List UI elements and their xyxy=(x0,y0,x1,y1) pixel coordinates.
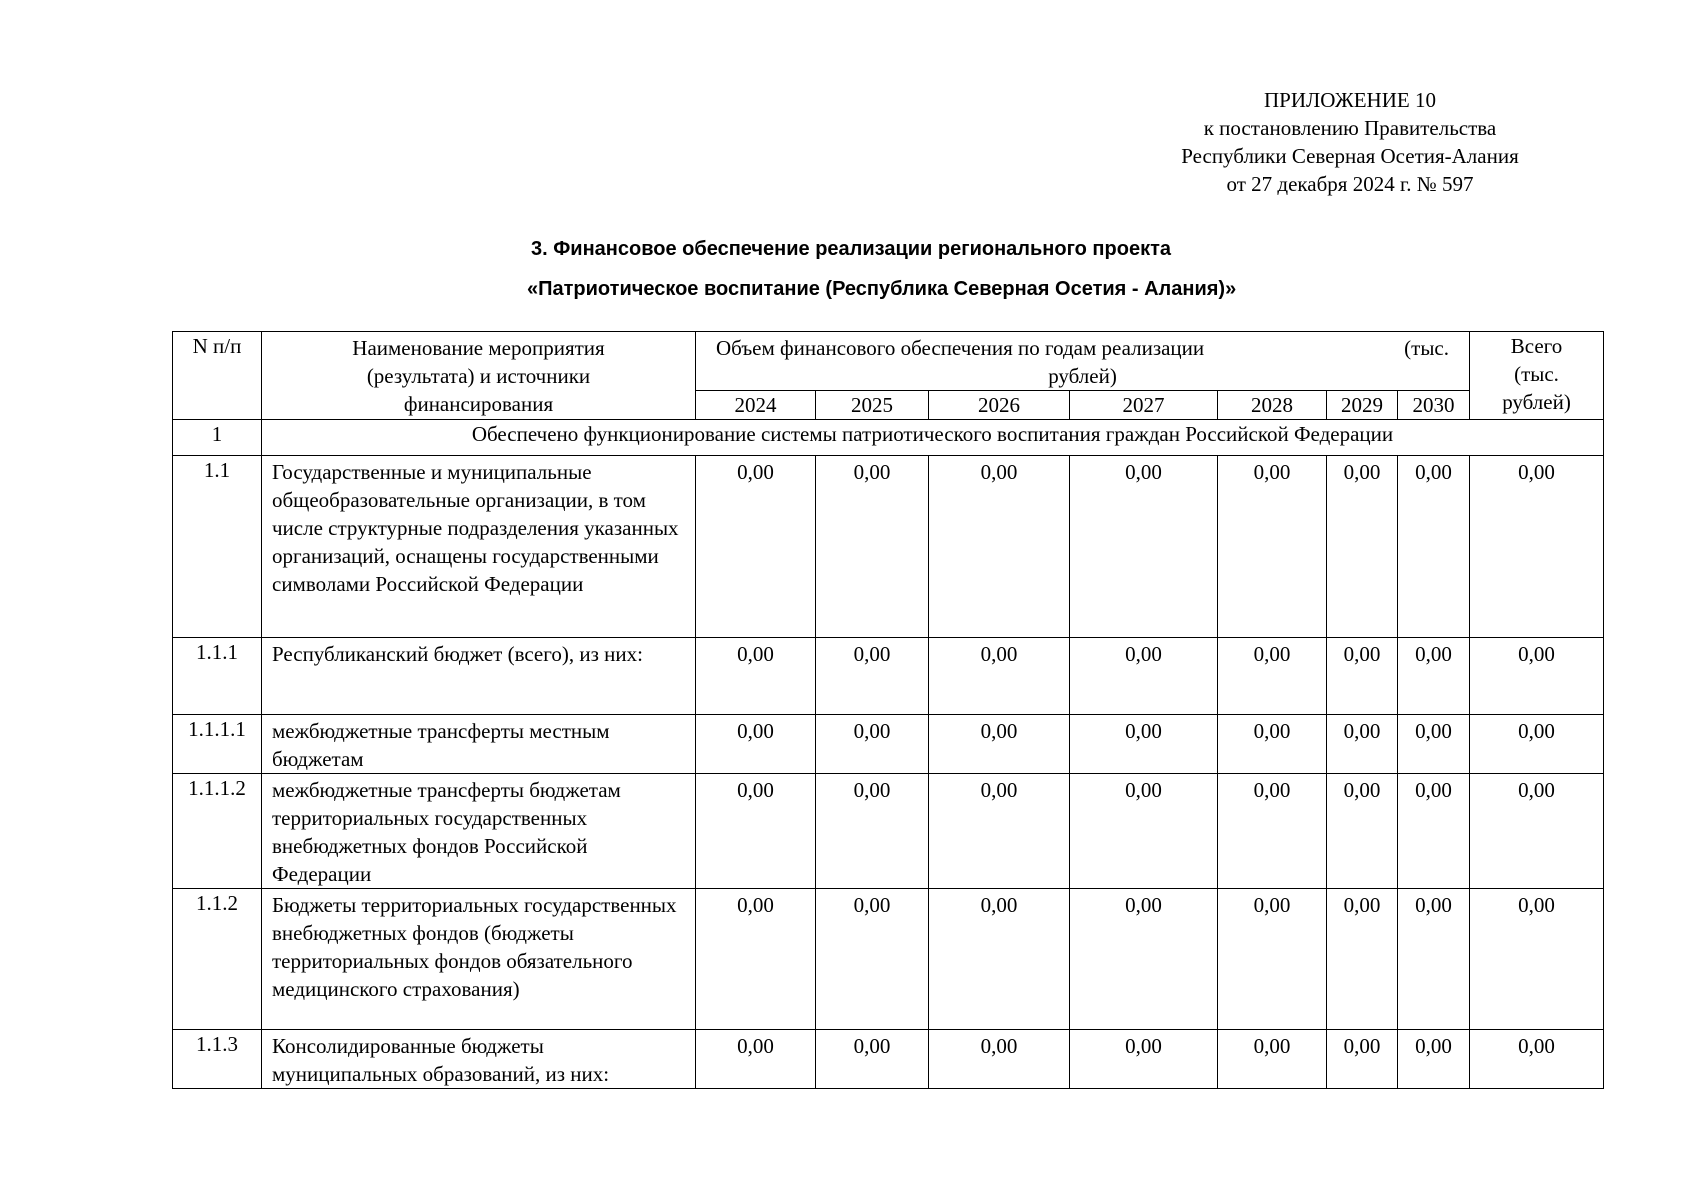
annex-line-3: Республики Северная Осетия-Алания xyxy=(1181,144,1519,168)
row-name: Консолидированные бюджеты муниципальных образований, из них: xyxy=(262,1030,696,1089)
cell-value-2029: 0,00 xyxy=(1327,456,1398,638)
cell-value-2026: 0,00 xyxy=(929,638,1070,715)
cell-value-2027: 0,00 xyxy=(1070,715,1218,774)
cell-total: 0,00 xyxy=(1470,1030,1604,1089)
row-name: Бюджеты территориальных государственных внебюджетных фондов (бюджеты территориальных фондов обязательного медицинского страхования) xyxy=(262,889,696,1030)
table-row xyxy=(173,456,1604,638)
header-year-2024: 2024 xyxy=(696,391,816,420)
cell-value-2026: 0,00 xyxy=(929,456,1070,638)
cell-value-2027: 0,00 xyxy=(1070,774,1218,889)
cell-total: 0,00 xyxy=(1470,715,1604,774)
section-title: Обеспечено функционирование системы патриотического воспитания граждан Российской Федерации xyxy=(262,420,1604,456)
cell-total: 0,00 xyxy=(1470,774,1604,889)
header-name xyxy=(262,332,696,420)
header-year-2029: 2029 xyxy=(1327,391,1398,420)
cell-value-2028: 0,00 xyxy=(1218,889,1327,1030)
cell-value-2025: 0,00 xyxy=(816,715,929,774)
cell-value-2026: 0,00 xyxy=(929,889,1070,1030)
cell-value-2029: 0,00 xyxy=(1327,1030,1398,1089)
cell-value-2030: 0,00 xyxy=(1398,1030,1470,1089)
header-volume-text: Объем финансового обеспечения по годам реализации xyxy=(716,336,1205,360)
row-name: Республиканский бюджет (всего), из них: xyxy=(262,638,696,715)
cell-value-2027: 0,00 xyxy=(1070,638,1218,715)
row-number: 1.1.1 xyxy=(173,638,262,715)
cell-value-2024: 0,00 xyxy=(696,456,816,638)
cell-value-2029: 0,00 xyxy=(1327,774,1398,889)
header-total: Всего (тыс. рублей) xyxy=(1470,332,1604,420)
header-row-top xyxy=(173,332,1604,391)
cell-value-2025: 0,00 xyxy=(816,638,929,715)
cell-value-2026: 0,00 xyxy=(929,774,1070,889)
cell-value-2029: 0,00 xyxy=(1327,638,1398,715)
financing-table xyxy=(172,331,1604,1089)
cell-value-2024: 0,00 xyxy=(696,774,816,889)
row-number: 1.1.1.2 xyxy=(173,774,262,889)
cell-value-2028: 0,00 xyxy=(1218,774,1327,889)
section-num: 1 xyxy=(173,420,262,456)
header-year-2028: 2028 xyxy=(1218,391,1327,420)
header-num: N п/п xyxy=(173,332,262,420)
cell-value-2025: 0,00 xyxy=(816,774,929,889)
row-number: 1.1.1.1 xyxy=(173,715,262,774)
section-heading: 3. Финансовое обеспечение реализации регионального проекта xyxy=(531,238,1171,260)
cell-value-2030: 0,00 xyxy=(1398,715,1470,774)
cell-value-2024: 0,00 xyxy=(696,889,816,1030)
cell-value-2029: 0,00 xyxy=(1327,889,1398,1030)
cell-value-2030: 0,00 xyxy=(1398,638,1470,715)
cell-value-2030: 0,00 xyxy=(1398,456,1470,638)
table-row xyxy=(173,1030,1604,1089)
cell-value-2026: 0,00 xyxy=(929,1030,1070,1089)
header-year-2026: 2026 xyxy=(929,391,1070,420)
cell-value-2030: 0,00 xyxy=(1398,889,1470,1030)
row-name: межбюджетные трансферты бюджетам территориальных государственных внебюджетных фондов Российской Федерации xyxy=(262,774,696,889)
row-number: 1.1.3 xyxy=(173,1030,262,1089)
section-row xyxy=(173,420,1604,456)
table-body xyxy=(173,332,1604,1089)
header-volume xyxy=(696,332,1470,391)
header-year-2025: 2025 xyxy=(816,391,929,420)
cell-total: 0,00 xyxy=(1470,638,1604,715)
cell-value-2025: 0,00 xyxy=(816,889,929,1030)
cell-value-2027: 0,00 xyxy=(1070,1030,1218,1089)
table-row xyxy=(173,715,1604,774)
header-year-2027: 2027 xyxy=(1070,391,1218,420)
header-name-text: Наименование мероприятия (результата) и источники финансирования xyxy=(352,336,605,416)
cell-total: 0,00 xyxy=(1470,456,1604,638)
table-row xyxy=(173,638,1604,715)
header-volume-unit-line2: рублей) xyxy=(1048,364,1117,388)
cell-value-2024: 0,00 xyxy=(696,715,816,774)
row-name: межбюджетные трансферты местным бюджетам xyxy=(262,715,696,774)
cell-value-2024: 0,00 xyxy=(696,1030,816,1089)
cell-value-2029: 0,00 xyxy=(1327,715,1398,774)
annex-date-line: от 27 декабря 2024 г. № 597 xyxy=(1226,172,1474,196)
project-title: «Патриотическое воспитание (Республика Северная Осетия - Алания)» xyxy=(527,278,1237,300)
header-volume-unit: (тыс. xyxy=(1404,336,1450,360)
cell-value-2027: 0,00 xyxy=(1070,456,1218,638)
row-name: Государственные и муниципальные общеобразовательные организации, в том числе структурные подразделения указанных организаций, оснащены государственными символами Российской Федерации xyxy=(262,456,696,638)
annex-block xyxy=(1120,86,1580,198)
cell-value-2028: 0,00 xyxy=(1218,1030,1327,1089)
header-year-2030: 2030 xyxy=(1398,391,1470,420)
table-row xyxy=(173,889,1604,1030)
cell-value-2030: 0,00 xyxy=(1398,774,1470,889)
cell-value-2025: 0,00 xyxy=(816,456,929,638)
annex-line-2: к постановлению Правительства xyxy=(1203,116,1497,140)
table-row xyxy=(173,774,1604,889)
cell-value-2027: 0,00 xyxy=(1070,889,1218,1030)
row-number: 1.1.2 xyxy=(173,889,262,1030)
cell-total: 0,00 xyxy=(1470,889,1604,1030)
cell-value-2026: 0,00 xyxy=(929,715,1070,774)
cell-value-2024: 0,00 xyxy=(696,638,816,715)
cell-value-2025: 0,00 xyxy=(816,1030,929,1089)
row-number: 1.1 xyxy=(173,456,262,638)
cell-value-2028: 0,00 xyxy=(1218,456,1327,638)
annex-title: ПРИЛОЖЕНИЕ 10 xyxy=(1264,88,1436,112)
cell-value-2028: 0,00 xyxy=(1218,715,1327,774)
cell-value-2028: 0,00 xyxy=(1218,638,1327,715)
